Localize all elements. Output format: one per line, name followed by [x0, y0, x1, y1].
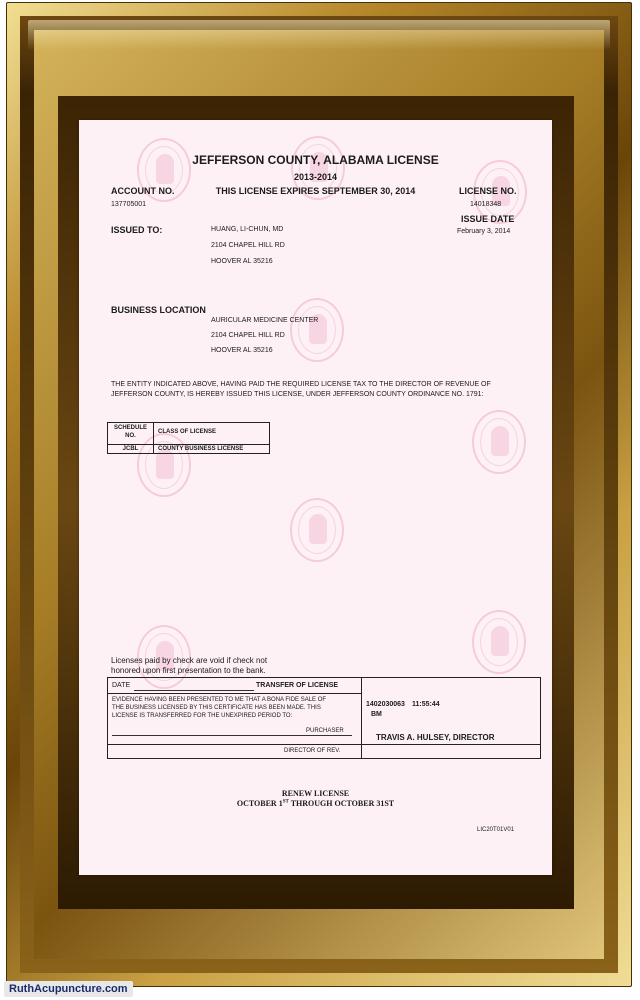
form-code: LIC20T01V01	[477, 827, 515, 833]
class-header: CLASS OF LICENSE	[158, 429, 217, 435]
renew-title: RENEW LICENSE	[281, 789, 350, 798]
county-seal-watermark	[290, 498, 344, 562]
business-location-label: BUSINESS LOCATION	[111, 305, 206, 315]
schedule-header-line1: SCHEDULE	[113, 425, 147, 431]
transfer-of-license-box	[107, 677, 541, 759]
issued-to-street: 2104 CHAPEL HILL RD	[211, 242, 285, 249]
issued-to-label: ISSUED TO:	[111, 225, 163, 235]
renew-from-suffix: ST	[282, 799, 289, 805]
date-line	[134, 690, 254, 691]
transfer-title: TRANSFER OF LICENSE	[256, 682, 339, 689]
business-city: HOOVER AL 35216	[211, 347, 273, 354]
license-number-label: LICENSE NO.	[459, 186, 517, 196]
account-label: ACCOUNT NO.	[111, 186, 175, 196]
check-notice-line1: Licenses paid by check are void if check not	[111, 656, 268, 665]
schedule-table	[107, 422, 270, 454]
county-seal-watermark	[472, 610, 526, 674]
receipt-number: 1402030063	[366, 701, 405, 708]
director-of-rev-label: DIRECTOR OF REV.	[284, 748, 341, 754]
license-statement-line1: THE ENTITY INDICATED ABOVE, HAVING PAID THE REQUIRED LICENSE TAX TO THE DIRECTOR OF REVENUE OF	[111, 381, 491, 388]
check-notice-line2: honored upon first presentation to the bank.	[111, 666, 266, 675]
license-number: 14018348	[470, 201, 502, 208]
business-name: AURICULAR MEDICINE CENTER	[211, 317, 319, 324]
renew-from: OCTOBER 1	[236, 799, 283, 808]
renew-to: THROUGH OCTOBER 31ST	[288, 799, 395, 808]
transfer-date-label: DATE	[112, 682, 131, 689]
purchaser-label: PURCHASER	[306, 728, 344, 734]
renew-period	[79, 799, 552, 808]
frame-gloss	[28, 20, 610, 50]
license-expiration: THIS LICENSE EXPIRES SEPTEMBER 30, 2014	[215, 186, 416, 196]
class-of-license: COUNTY BUSINESS LICENSE	[158, 446, 244, 452]
county-seal-watermark	[290, 298, 344, 362]
receipt-time: 11:55:44	[412, 701, 440, 708]
director-name: TRAVIS A. HULSEY, DIRECTOR	[376, 733, 495, 742]
issued-to-name: HUANG, LI-CHUN, MD	[211, 226, 284, 233]
schedule-header-line2: NO.	[125, 433, 136, 439]
issue-date: February 3, 2014	[457, 228, 511, 235]
schedule-code: JCBL	[122, 446, 139, 452]
transfer-evidence-line3: LICENSE IS TRANSFERRED FOR THE UNEXPIRED PERIOD TO:	[112, 713, 293, 719]
receipt-code: BM	[371, 711, 382, 718]
site-watermark: RuthAcupuncture.com	[4, 981, 133, 997]
issued-to-city: HOOVER AL 35216	[211, 258, 273, 265]
purchaser-line	[112, 735, 352, 736]
transfer-evidence-line2: THE BUSINESS LICENSED BY THIS CERTIFICATE HAS BEEN MADE. THIS	[112, 705, 321, 711]
license-title: JEFFERSON COUNTY, ALABAMA LICENSE	[192, 153, 439, 167]
issue-date-label: ISSUE DATE	[461, 214, 515, 224]
business-street: 2104 CHAPEL HILL RD	[211, 332, 285, 339]
license-years: 2013-2014	[293, 172, 338, 182]
license-document	[79, 120, 552, 875]
account-number: 137705001	[111, 201, 147, 208]
county-seal-watermark	[472, 410, 526, 474]
license-statement-line2: JEFFERSON COUNTY, IS HEREBY ISSUED THIS LICENSE, UNDER JEFFERSON COUNTY ORDINANCE NO. 1791:	[111, 391, 484, 398]
transfer-evidence-line1: EVIDENCE HAVING BEEN PRESENTED TO ME THAT A BONA FIDE SALE OF	[112, 697, 327, 703]
